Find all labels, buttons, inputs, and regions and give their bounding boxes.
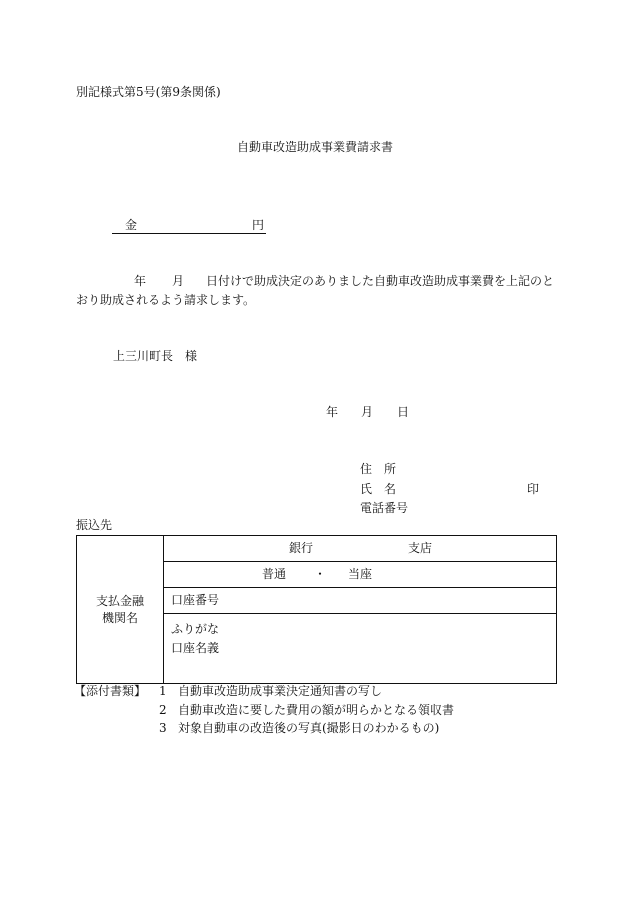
institution-label-1: 支払金融 <box>95 593 144 608</box>
amount-suffix: 円 <box>251 218 264 232</box>
addressee: 上三川町長 様 <box>113 349 198 363</box>
attachments-heading: 【添付書類】 <box>74 684 147 698</box>
attachment-2-number: 2 <box>159 703 167 717</box>
date-year: 年 <box>326 405 339 419</box>
address-label: 住 所 <box>360 462 397 476</box>
body-year: 年 <box>134 274 147 288</box>
date-month: 月 <box>361 405 374 419</box>
attachment-2-text: 自動車改造に要した費用の額が明らかとなる領収書 <box>178 703 455 717</box>
body-line-2: おり助成されるよう請求します。 <box>76 293 256 307</box>
body-day-text: 日付けで助成決定のありました自動車改造助成事業費を上記のと <box>206 274 555 288</box>
furigana-label: ふりがな <box>171 622 220 636</box>
document-title: 自動車改造助成事業費請求書 <box>236 140 393 154</box>
body-month: 月 <box>172 274 185 288</box>
account-type-current: 当座 <box>348 567 373 581</box>
name-label: 氏 名 <box>360 482 397 496</box>
attachment-3-text: 対象自動車の改造後の写真(撮影日のわかるもの) <box>178 721 440 735</box>
phone-label: 電話番号 <box>360 501 409 515</box>
institution-label-2: 機関名 <box>101 610 138 625</box>
account-type-separator: ・ <box>314 567 327 581</box>
attachment-1-number: 1 <box>159 684 167 698</box>
seal-mark: 印 <box>527 482 540 496</box>
date-day: 日 <box>397 405 410 419</box>
transfer-heading: 振込先 <box>76 518 113 532</box>
attachment-1-text: 自動車改造助成事業決定通知書の写し <box>178 684 383 698</box>
branch-label: 支店 <box>408 541 433 555</box>
account-name-label: 口座名義 <box>171 641 220 655</box>
form-number: 別記様式第5号(第9条関係) <box>76 85 221 99</box>
attachment-3-number: 3 <box>159 721 167 735</box>
amount-prefix: 金 <box>125 218 138 232</box>
account-type-regular: 普通 <box>262 567 287 581</box>
bank-label: 銀行 <box>289 541 314 555</box>
account-number-label: 口座番号 <box>171 593 220 607</box>
